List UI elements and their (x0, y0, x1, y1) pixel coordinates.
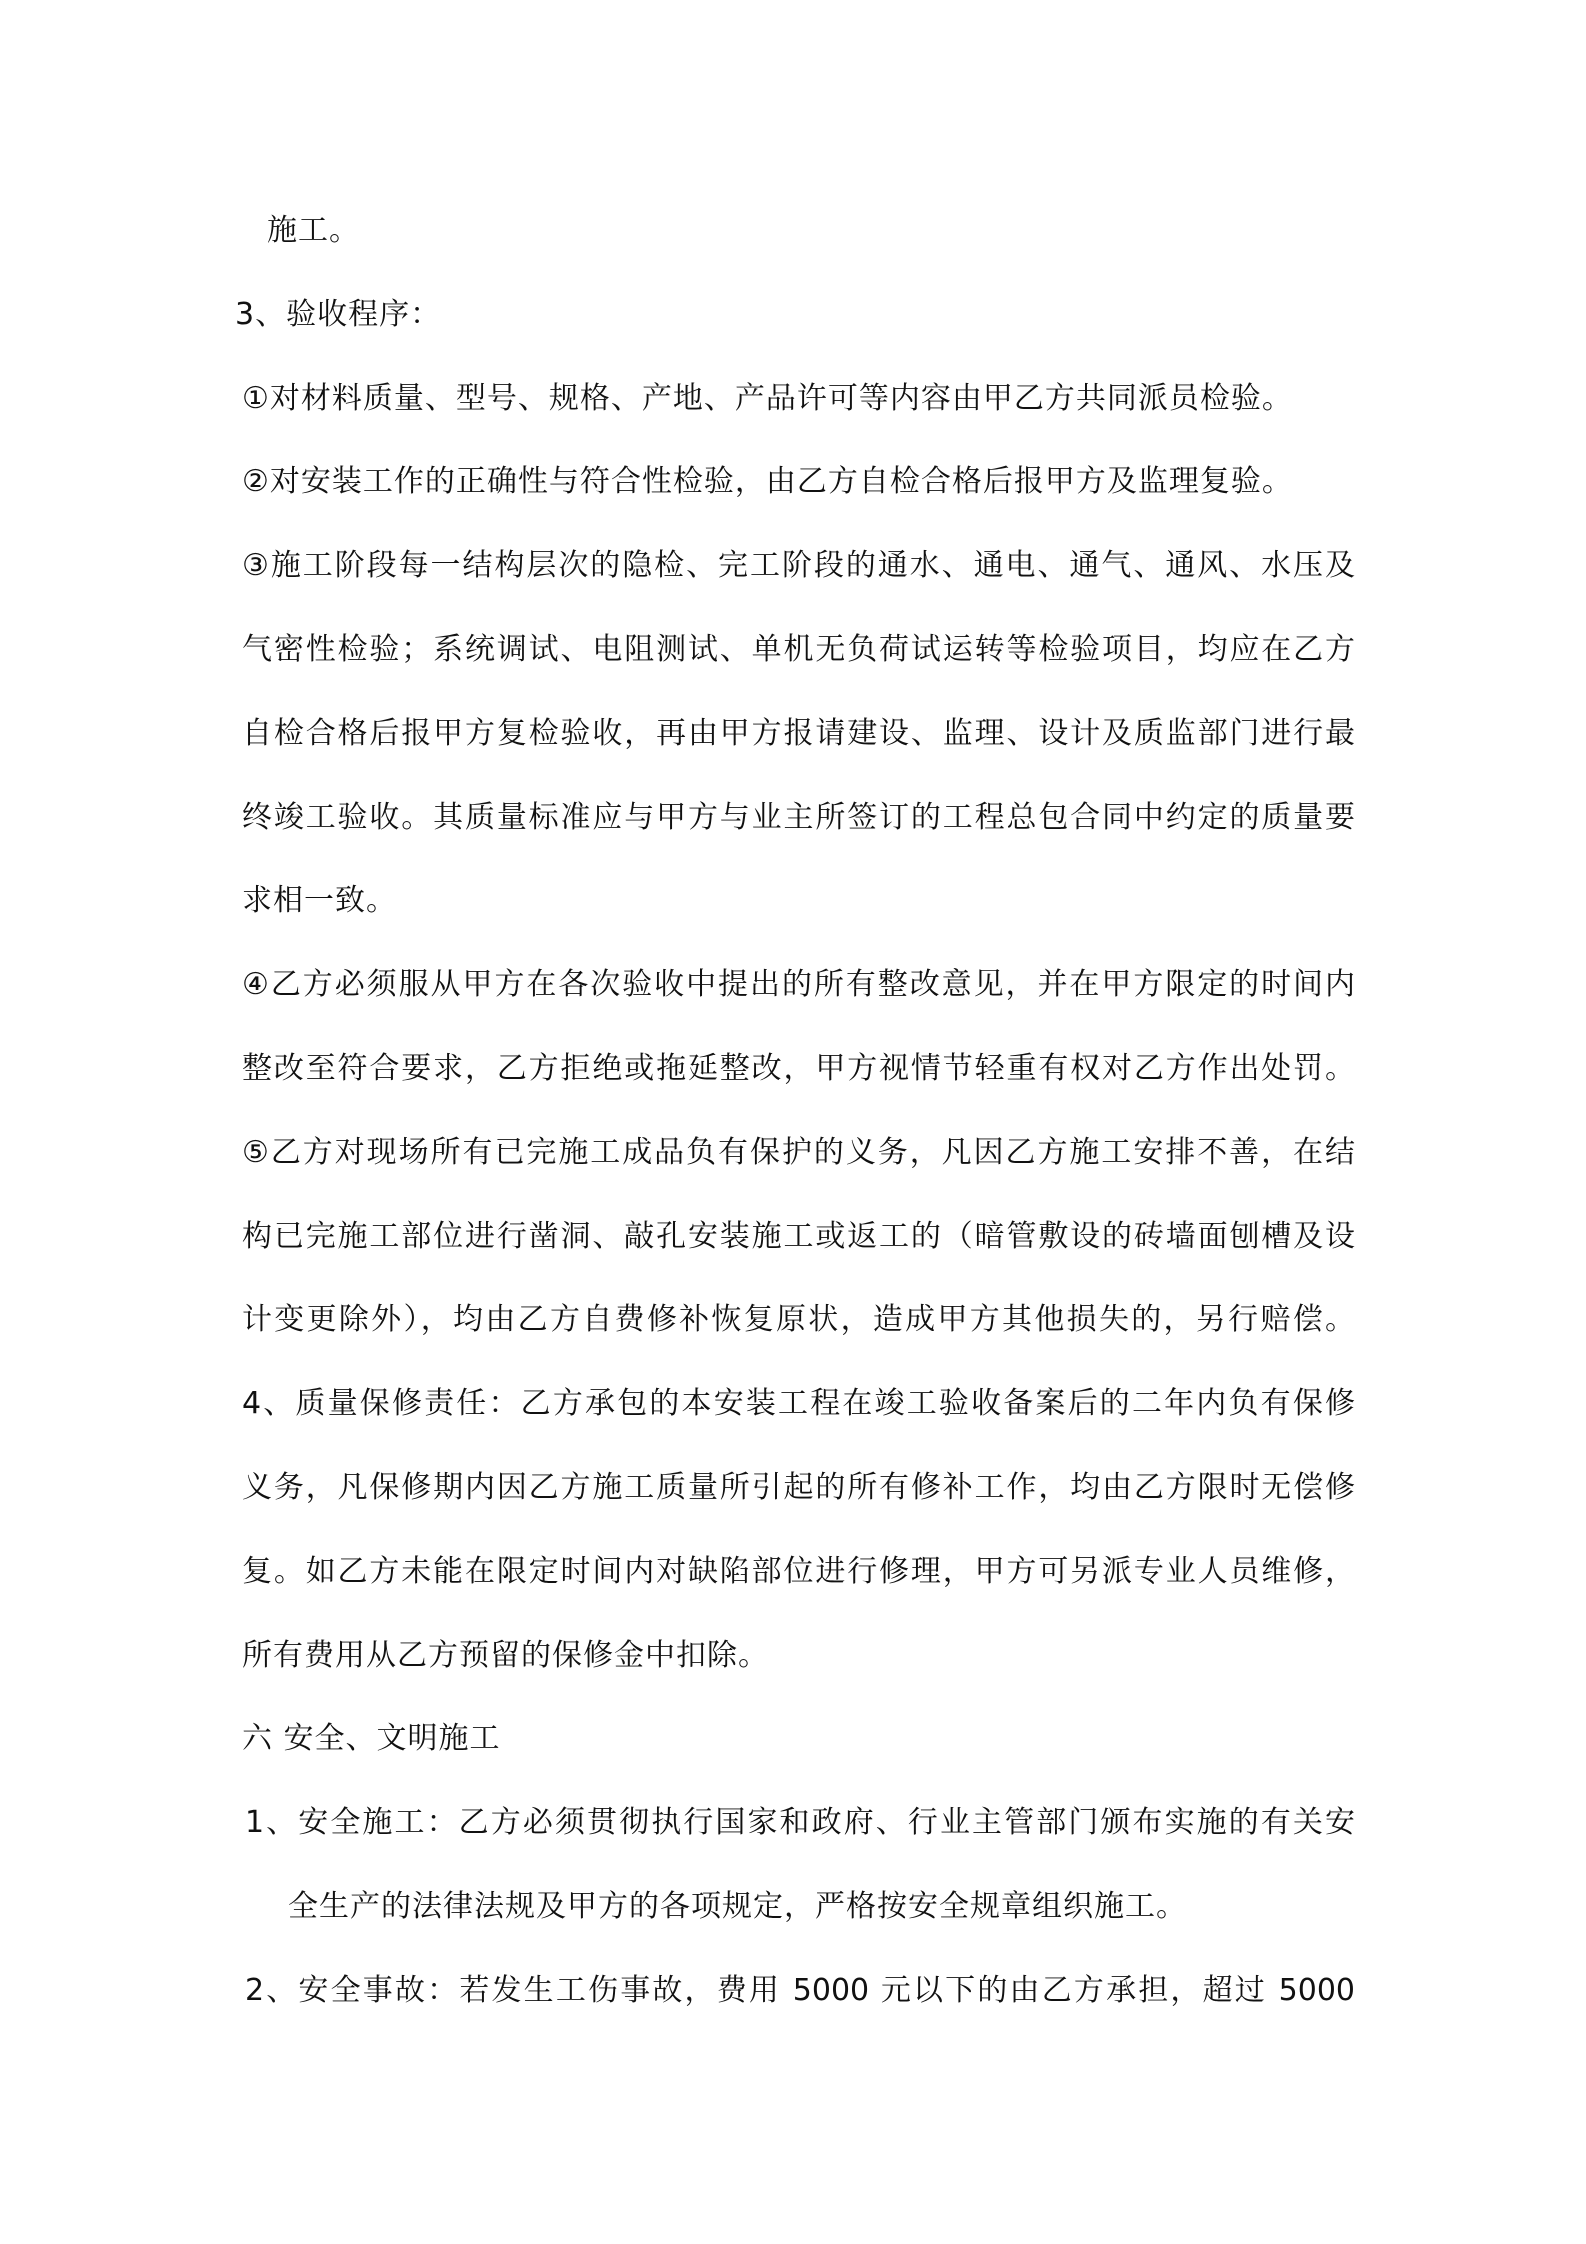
text-line: 1、安全施工：乙方必须贯彻执行国家和政府、行业主管部门颁布实施的有关安 (245, 1805, 1355, 1841)
text-line: 施工。 (267, 213, 360, 248)
text-line: 4、质量保修责任：乙方承包的本安装工程在竣工验收备案后的二年内负有保修 (242, 1386, 1355, 1422)
text-line: 自检合格后报甲方复检验收，再由甲方报请建设、监理、设计及质监部门进行最 (242, 715, 1355, 751)
text-line: 复。如乙方未能在限定时间内对缺陷部位进行修理，甲方可另派专业人员维修， (242, 1553, 1355, 1589)
text-line: 计变更除外），均由乙方自费修补恢复原状，造成甲方其他损失的，另行赔偿。 (242, 1302, 1355, 1338)
text-line: ①对材料质量、型号、规格、产地、产品许可等内容由甲乙方共同派员检验。 (242, 380, 1293, 416)
section-heading: 3、验收程序： (235, 296, 442, 332)
text-line: 2、安全事故：若发生工伤事故，费用 5000 元以下的由乙方承担，超过 5000 (245, 1972, 1355, 2008)
text-line: ②对安装工作的正确性与符合性检验，由乙方自检合格后报甲方及监理复验。 (242, 464, 1293, 500)
text-line: 整改至符合要求，乙方拒绝或拖延整改，甲方视情节轻重有权对乙方作出处罚。 (242, 1050, 1355, 1086)
text-line: 所有费用从乙方预留的保修金中扣除。 (242, 1637, 769, 1673)
text-line: 全生产的法律法规及甲方的各项规定，严格按安全规章组织施工。 (288, 1888, 1187, 1924)
text-line: 气密性检验；系统调试、电阻测试、单机无负荷试运转等检验项目，均应在乙方 (242, 631, 1355, 667)
section-heading: 六 安全、文明施工 (242, 1721, 501, 1757)
text-line: 终竣工验收。其质量标准应与甲方与业主所签订的工程总包合同中约定的质量要 (242, 799, 1355, 835)
text-line: ③施工阶段每一结构层次的隐检、完工阶段的通水、通电、通气、通风、水压及 (242, 548, 1355, 584)
text-line: 求相一致。 (242, 883, 397, 919)
text-line: ⑤乙方对现场所有已完施工成品负有保护的义务，凡因乙方施工安排不善，在结 (242, 1134, 1355, 1170)
text-line: 义务，凡保修期内因乙方施工质量所引起的所有修补工作，均由乙方限时无偿修 (242, 1469, 1355, 1505)
text-line: 构已完施工部位进行凿洞、敲孔安装施工或返工的（暗管敷设的砖墙面刨槽及设 (242, 1218, 1355, 1254)
document-body (235, 189, 1355, 2033)
text-line: ④乙方必须服从甲方在各次验收中提出的所有整改意见，并在甲方限定的时间内 (242, 967, 1355, 1003)
